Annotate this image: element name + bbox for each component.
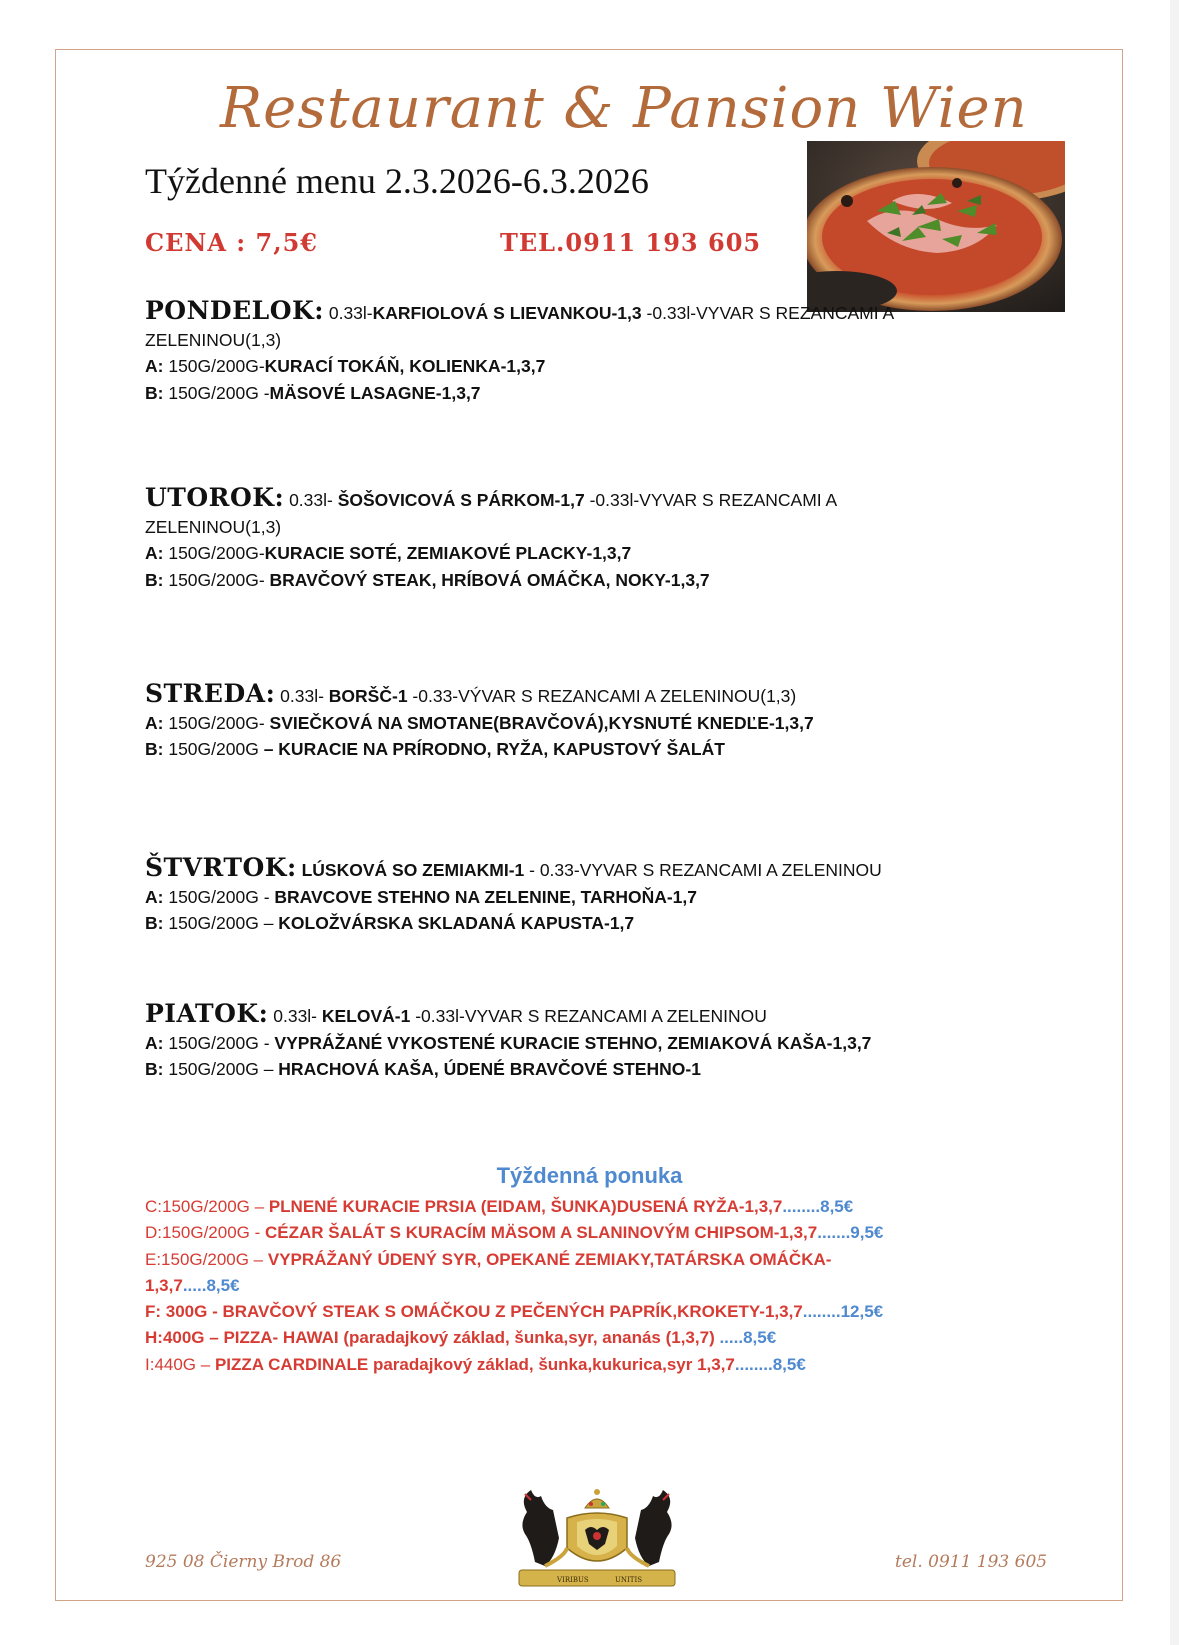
offer-meal: PLNENÉ KURACIE PRSIA (EIDAM, ŠUNKA)DUSENÁ RYŽA-1,3,7	[268, 1197, 783, 1216]
coat-of-arms-logo	[505, 1478, 689, 1590]
footer-address: 925 08 Čierny Brod 86	[145, 1552, 342, 1572]
soup1-prefix: 0.33l-	[275, 686, 329, 706]
meal-b: MÄSOVÉ LASAGNE-1,3,7	[269, 382, 481, 403]
weekly-offer-list	[145, 1194, 1025, 1378]
crest-motto-right: UNITIS	[615, 1576, 643, 1584]
soup1: KARFIOLOVÁ S LIEVANKOU-1,3	[372, 303, 642, 323]
soup2-continued: ZELENINOU(1,3)	[145, 516, 282, 537]
meal-b: – KURACIE NA PRÍRODNO, RYŽA, KAPUSTOVÝ ŠALÁT	[263, 739, 725, 759]
meal-b-prefix: 150G/200G	[168, 739, 264, 759]
offer-price: 8,5€	[820, 1197, 854, 1216]
soup1: KELOVÁ-1	[321, 1006, 411, 1026]
meal-a-prefix: 150G/200G-	[168, 712, 270, 733]
offer-item-d	[145, 1220, 1025, 1246]
offer-item-i	[145, 1352, 1025, 1378]
offer-item-f	[145, 1299, 1025, 1325]
offer-price: 12,5€	[840, 1302, 884, 1322]
label-b: B:	[145, 1059, 164, 1079]
menu-phone: TEL.0911 193 605	[500, 228, 762, 257]
soup1-prefix: 0.33l-	[323, 303, 373, 323]
offer-dots: .....	[182, 1275, 207, 1295]
offer-dots: ........	[734, 1354, 773, 1374]
offer-meal: VYPRÁŽANÝ ÚDENÝ SYR, OPEKANÉ ZEMIAKY,TATÁRSKA OMÁČKA-	[267, 1249, 832, 1269]
meal-a: BRAVCOVE STEHNO NA ZELENINE, TARHOŇA-1,7	[274, 886, 698, 907]
offer-price: 9,5€	[850, 1223, 884, 1243]
meal-b: KOLOŽVÁRSKA SKLADANÁ KAPUSTA-1,7	[278, 913, 635, 933]
offer-meal-continued: 1,3,7	[145, 1275, 183, 1295]
offer-prefix: F: 300G -	[145, 1302, 223, 1322]
meal-a-prefix: 150G/200G-	[168, 543, 265, 563]
restaurant-title: Restaurant & Pansion Wien	[220, 76, 1028, 141]
offer-dots: .......	[817, 1223, 851, 1243]
offer-price: 8,5€	[772, 1354, 806, 1374]
label-b: B:	[145, 382, 164, 403]
offer-item-h	[145, 1325, 1025, 1351]
label-a: A:	[145, 1032, 164, 1053]
meal-b-prefix: 150G/200G –	[168, 913, 279, 933]
offer-dots: ........	[782, 1197, 821, 1216]
meal-a-prefix: 150G/200G -	[168, 886, 275, 907]
offer-item-e	[145, 1247, 1025, 1273]
soup2: -0.33l-VYVAR S REZANCAMI A	[641, 303, 895, 323]
meal-a: VYPRÁŽANÉ VYKOSTENÉ KURACIE STEHNO, ZEMIAKOVÁ KAŠA-1,3,7	[274, 1032, 872, 1053]
soup1-prefix: 0.33l-	[268, 1006, 322, 1026]
pizza-photo-graphic	[807, 141, 1065, 312]
footer-phone: tel. 0911 193 605	[895, 1552, 1048, 1572]
meal-a-prefix: 150G/200G -	[168, 1032, 275, 1053]
offer-meal: BRAVČOVÝ STEAK S OMÁČKOU Z PEČENÝCH PAPRÍK,KROKETY-1,3,7	[222, 1302, 803, 1322]
label-a: A:	[145, 543, 164, 563]
offer-dots: .....	[714, 1328, 744, 1348]
offer-prefix: C:150G/200G –	[145, 1197, 269, 1216]
meal-a: KURACIE SOTÉ, ZEMIAKOVÉ PLACKY-1,3,7	[264, 543, 632, 563]
meal-b-prefix: 150G/200G –	[168, 1059, 279, 1079]
label-b: B:	[145, 739, 164, 759]
label-b: B:	[145, 913, 164, 933]
soup2: -0.33-VÝVAR S REZANCAMI A ZELENINOU(1,3)	[407, 686, 797, 706]
day-name: ŠTVRTOK:	[145, 853, 297, 882]
soup2: -0.33l-VYVAR S REZANCAMI A ZELENINOU	[410, 1006, 767, 1026]
crest-motto-left: VIRIBUS	[557, 1576, 589, 1584]
soup1: LÚSKOVÁ SO ZEMIAKMI-1	[301, 860, 525, 880]
menu-subtitle: Týždenné menu 2.3.2026-6.3.2026	[145, 161, 649, 201]
soup1: BORŠČ-1	[328, 686, 408, 706]
pizza-photo	[807, 141, 1065, 312]
day-monday	[145, 298, 1005, 406]
day-tuesday	[145, 485, 1005, 593]
label-a: A:	[145, 712, 164, 733]
offer-item-c	[145, 1194, 1025, 1220]
offer-prefix: E:150G/200G –	[145, 1249, 268, 1269]
day-name: PONDELOK:	[145, 296, 324, 325]
offer-price: 8,5€	[206, 1275, 240, 1295]
meal-a-prefix: 150G/200G-	[168, 356, 265, 376]
day-name: UTOROK:	[145, 483, 285, 512]
meal-b-prefix: 150G/200G-	[168, 569, 270, 590]
soup1: ŠOŠOVICOVÁ S PÁRKOM-1,7	[337, 490, 585, 510]
meal-b: HRACHOVÁ KAŠA, ÚDENÉ BRAVČOVÉ STEHNO-1	[278, 1059, 701, 1079]
offer-prefix: H:400G –	[145, 1328, 224, 1348]
soup2-continued: ZELENINOU(1,3)	[145, 329, 282, 350]
offer-meal: PIZZA CARDINALE paradajkový základ, šunka,kukurica,syr 1,3,7	[214, 1354, 735, 1374]
soup2: - 0.33-VYVAR S REZANCAMI A ZELENINOU	[524, 860, 882, 880]
offer-price: 8,5€	[743, 1328, 777, 1348]
day-friday	[145, 1001, 1005, 1083]
day-thursday	[145, 855, 1005, 937]
day-name: STREDA:	[145, 679, 276, 708]
offer-meal: PIZZA- HAWAI (paradajkový základ, šunka,syr, ananás (1,3,7)	[223, 1328, 715, 1348]
meal-a: KURACÍ TOKÁŇ, KOLIENKA-1,3,7	[264, 356, 546, 376]
label-a: A:	[145, 886, 164, 907]
meal-b-prefix: 150G/200G -	[168, 382, 270, 403]
offer-prefix: D:150G/200G -	[145, 1223, 266, 1243]
soup2: -0.33l-VYVAR S REZANCAMI A	[584, 490, 838, 510]
meal-b: BRAVČOVÝ STEAK, HRÍBOVÁ OMÁČKA, NOKY-1,3,7	[269, 569, 710, 590]
soup1-prefix: 0.33l-	[284, 490, 338, 510]
menu-price: CENA : 7,5€	[145, 228, 318, 257]
day-name: PIATOK:	[145, 999, 269, 1028]
offer-meal: CÉZAR ŠALÁT S KURACÍM MÄSOM A SLANINOVÝM CHIPSOM-1,3,7	[265, 1223, 818, 1243]
day-wednesday	[145, 681, 1005, 763]
offer-prefix: I:440G –	[145, 1354, 215, 1374]
label-b: B:	[145, 569, 164, 590]
meal-a: SVIEČKOVÁ NA SMOTANE(BRAVČOVÁ),KYSNUTÉ KNEDĽE-1,3,7	[269, 712, 814, 733]
offer-dots: ........	[802, 1302, 841, 1322]
label-a: A:	[145, 356, 164, 376]
offer-item-e-continued	[145, 1273, 1025, 1299]
weekly-offer-title: Týždenná ponuka	[496, 1163, 683, 1188]
coat-of-arms-graphic	[505, 1478, 689, 1590]
